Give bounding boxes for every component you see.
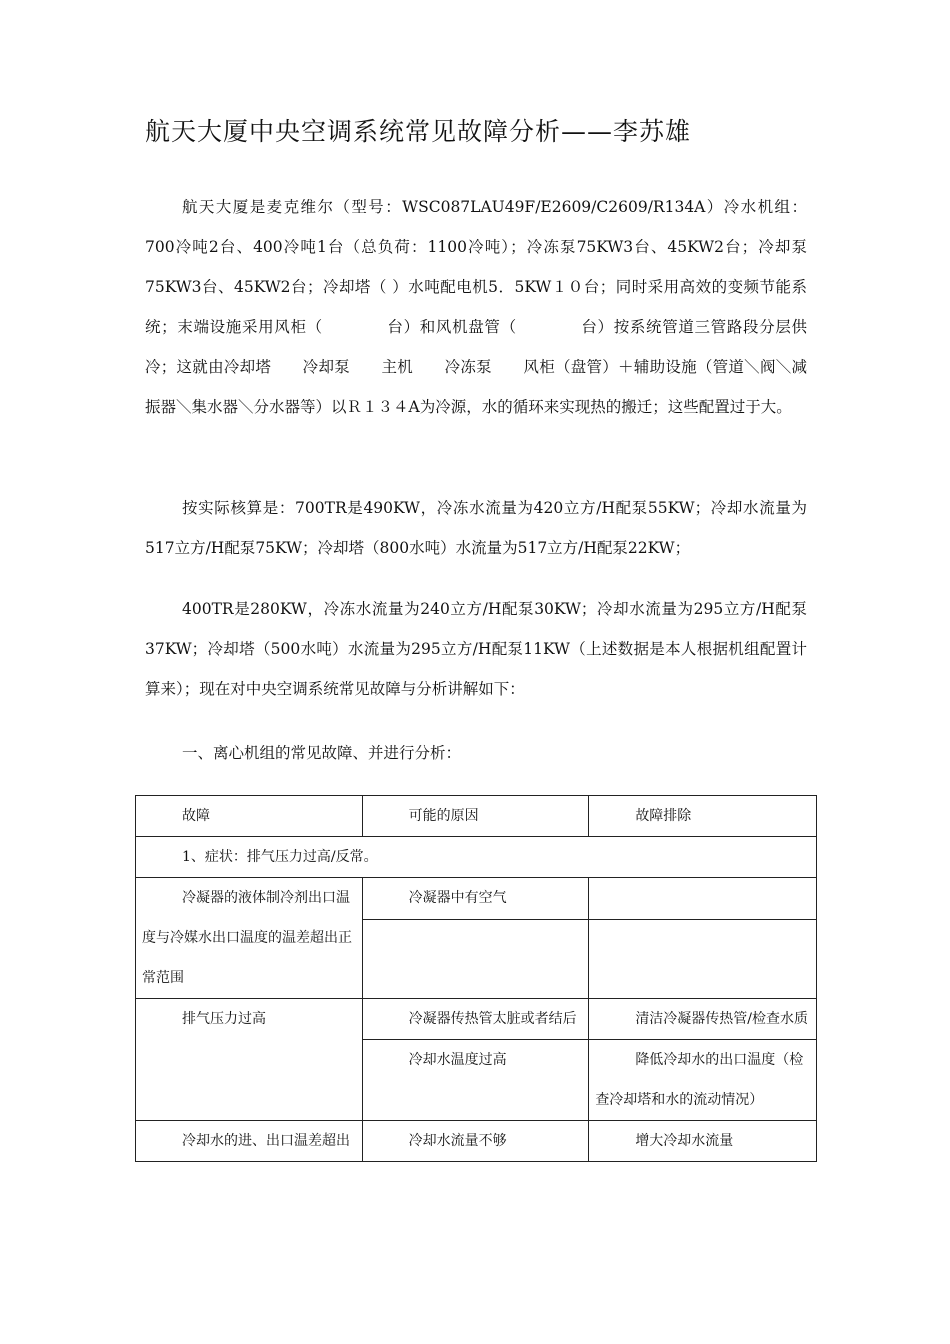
fault-cell: 冷却水的进、出口温差超出 <box>136 1121 363 1162</box>
intro-paragraph: 航天大厦是麦克维尔（型号：WSC087LAU49F/E2609/C2609/R134A）冷水机组：700冷吨2台、400冷吨1台（总负荷：1100冷吨）；冷冻泵75KW3台、45KW2台；冷却泵75KW3台、45KW2台；冷却塔（ ）水吨配电机5．5KW１０台；同时采用高效的变频节能系统；末端设施采用风柜（ 台）和风机盘管（ 台）按系统管道三管路段分层供冷；这就由冷却塔 冷却泵 主机 冷冻泵 风柜（盘管）＋辅助设施（管道＼阀＼减振器＼集水器＼分水器等）以Ｒ１３４A为冷源，水的循环来实现热的搬迁；这些配置过于大。 <box>145 198 807 416</box>
table-row <box>136 999 817 1040</box>
fix-cell-empty <box>589 920 817 999</box>
cause-cell: 冷凝器中有空气 <box>362 878 589 920</box>
fault-cell: 排气压力过高 <box>136 999 363 1121</box>
fix-cell: 降低冷却水的出口温度（检查冷却塔和水的流动情况） <box>589 1040 817 1121</box>
cause-cell: 冷却水流量不够 <box>362 1121 589 1162</box>
header-fault: 故障 <box>136 796 363 837</box>
table-section-row <box>136 837 817 878</box>
table-header-row <box>136 796 817 837</box>
fault-cell: 冷凝器的液体制冷剂出口温度与冷媒水出口温度的温差超出正常范围 <box>136 878 363 999</box>
fix-cell: 增大冷却水流量 <box>589 1121 817 1162</box>
fix-cell <box>589 878 817 920</box>
fix-cell: 清洁冷凝器传热管/检查水质 <box>589 999 817 1040</box>
header-cause: 可能的原因 <box>362 796 589 837</box>
document-title: 航天大厦中央空调系统常见故障分析——李苏雄 <box>145 117 692 146</box>
symptom-cell: 1、症状：排气压力过高/反常。 <box>136 837 817 878</box>
table-row <box>136 878 817 920</box>
header-fix: 故障排除 <box>589 796 817 837</box>
calc-paragraph-700tr: 按实际核算是：700TR是490KW，冷冻水流量为420立方/H配泵55KW；冷却水流量为517立方/H配泵75KW；冷却塔（800水吨）水流量为517立方/H配泵22KW； <box>145 499 807 557</box>
calc-paragraph-400tr: 400TR是280KW，冷冻水流量为240立方/H配泵30KW；冷却水流量为295立方/H配泵37KW；冷却塔（500水吨）水流量为295立方/H配泵11KW（上述数据是本人根据机组配置计算来）；现在对中央空调系统常见故障与分析讲解如下： <box>145 600 807 698</box>
cause-cell: 冷凝器传热管太脏或者结后 <box>362 999 589 1040</box>
fault-table <box>135 795 817 1162</box>
cause-cell: 冷却水温度过高 <box>362 1040 589 1121</box>
cause-cell-empty <box>362 920 589 999</box>
table-row <box>136 1121 817 1162</box>
section-heading: 一、离心机组的常见故障、并进行分析： <box>182 744 462 762</box>
